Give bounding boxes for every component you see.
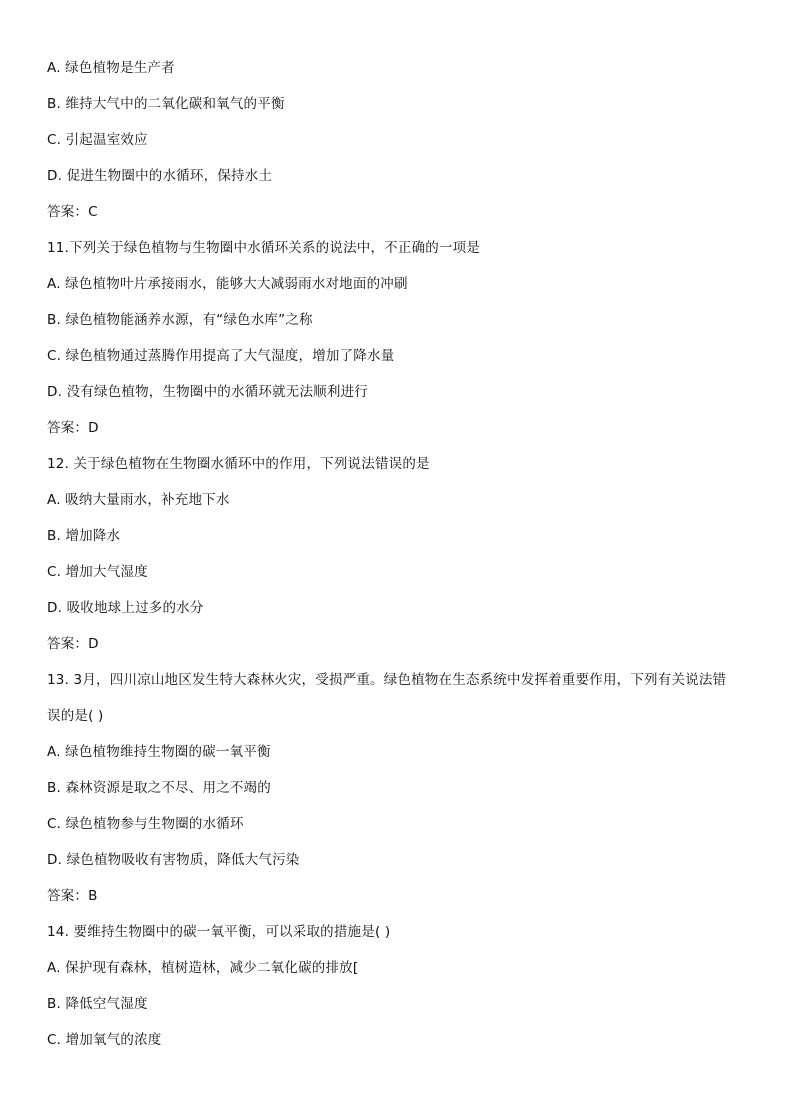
question-12: 12. 关于绿色植物在生物圈水循环中的作用，下列说法错误的是 <box>47 456 430 472</box>
q12-option-a: A. 吸纳大量雨水，补充地下水 <box>47 492 230 508</box>
q13-option-d: D. 绿色植物吸收有害物质，降低大气污染 <box>47 852 300 868</box>
q11-option-d: D. 没有绿色植物，生物圈中的水循环就无法顺利进行 <box>47 384 368 400</box>
q12-answer: 答案：D <box>47 636 99 652</box>
q11-option-a: A. 绿色植物叶片承接雨水，能够大大减弱雨水对地面的冲刷 <box>47 276 408 292</box>
option-b-line: B. 维持大气中的二氧化碳和氧气的平衡 <box>47 96 285 112</box>
q13-answer: 答案：B <box>47 888 98 904</box>
question-14: 14. 要维持生物圈中的碳一氧平衡，可以采取的措施是( ) <box>47 924 391 940</box>
question-11: 11.下列关于绿色植物与生物圈中水循环关系的说法中，不正确的一项是 <box>47 240 481 256</box>
q11-answer: 答案：D <box>47 420 99 436</box>
answer-line: 答案：C <box>47 204 98 220</box>
q11-option-b: B. 绿色植物能涵养水源，有“绿色水库”之称 <box>47 312 313 328</box>
q14-option-b: B. 降低空气湿度 <box>47 996 148 1012</box>
q14-option-a: A. 保护现有森林，植树造林，减少二氧化碳的排放[ <box>47 960 359 976</box>
q11-option-c: C. 绿色植物通过蒸腾作用提高了大气湿度，增加了降水量 <box>47 348 395 364</box>
q13-option-c: C. 绿色植物参与生物圈的水循环 <box>47 816 244 832</box>
q12-option-c: C. 增加大气湿度 <box>47 564 148 580</box>
q13-option-b: B. 森林资源是取之不尽、用之不竭的 <box>47 780 271 796</box>
q12-option-d: D. 吸收地球上过多的水分 <box>47 600 204 616</box>
option-c-line: C. 引起温室效应 <box>47 132 148 148</box>
q12-option-b: B. 增加降水 <box>47 528 121 544</box>
q14-option-c: C. 增加氧气的浓度 <box>47 1032 162 1048</box>
option-a-line: A. 绿色植物是生产者 <box>47 60 175 76</box>
q13-option-a: A. 绿色植物维持生物圈的碳一氧平衡 <box>47 744 271 760</box>
question-13-cont: 误的是( ) <box>47 708 104 724</box>
question-13: 13. 3月，四川凉山地区发生特大森林火灾，受损严重。绿色植物在生态系统中发挥着重要作用，下列有关说法错 <box>47 672 727 688</box>
option-d-line: D. 促进生物圈中的水循环，保持水土 <box>47 168 273 184</box>
